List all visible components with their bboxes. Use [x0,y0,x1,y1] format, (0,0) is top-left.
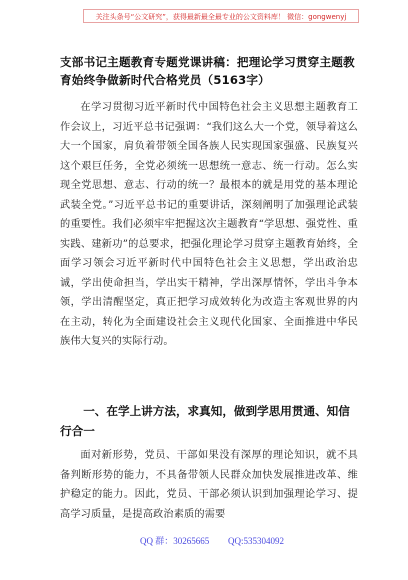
body-paragraph: 在学习贯彻习近平新时代中国特色社会主义思想主题教育工作会议上，习近平总书记强调：“我们这么大一个党，领导着这么大一个国家，肩负着带领全国各族人民实现国家强盛、民族复兴这个艰巨任务，全党必须统一思想统一意志、统一行动。怎么实现全党思想、意志、行动的统一？最根本的就是用党的基本理论武装全党。”习近平总书记的重要讲话，深刻阐明了加强理论武装的重要性。我们必须牢牢把握这次主题教育“学思想、强党性、重实践、建新功”的总要求，把强化理论学习贯穿主题教育始终，全面学习领会习近平新时代中国特色社会主义思想，学出政治忠诚，学出使命担当，学出实干精神，学出深厚情怀，学出斗争本领，学出清醒坚定，真正把学习成效转化为改造主客观世界的内在主动，转化为全面建设社会主义现代化国家、全面推进中华民族伟大复兴的实际行动。 [60,102,358,347]
section-heading: 一、在学上讲方法，求真知，做到学思用贯通、知信行合一 [60,404,350,438]
header-banner: 关注头条号“公文研究”，获得最新最全最专业的公文资料库！ 微信：gongwenyj [83,9,359,23]
document-title: 支部书记主题教育专题党课讲稿：把理论学习贯穿主题教育始终争做新时代合格党员（5163字） [60,55,355,87]
body-section-1 [60,98,358,352]
page-footer [0,534,408,548]
footer-qq-group: QQ 群：30265665 [140,536,210,546]
footer-qq-number: QQ:535304092 [228,536,284,546]
body-section-2 [60,446,358,524]
body-paragraph: 面对新形势，党员、干部如果没有深厚的理论知识，就不具备判断形势的能力，不具备带领人民群众加快发展推进改革、维护稳定的能力。因此，党员、干部必须认识到加强理论学习、提高学习质量，是提高政治素质的需要 [60,450,358,520]
